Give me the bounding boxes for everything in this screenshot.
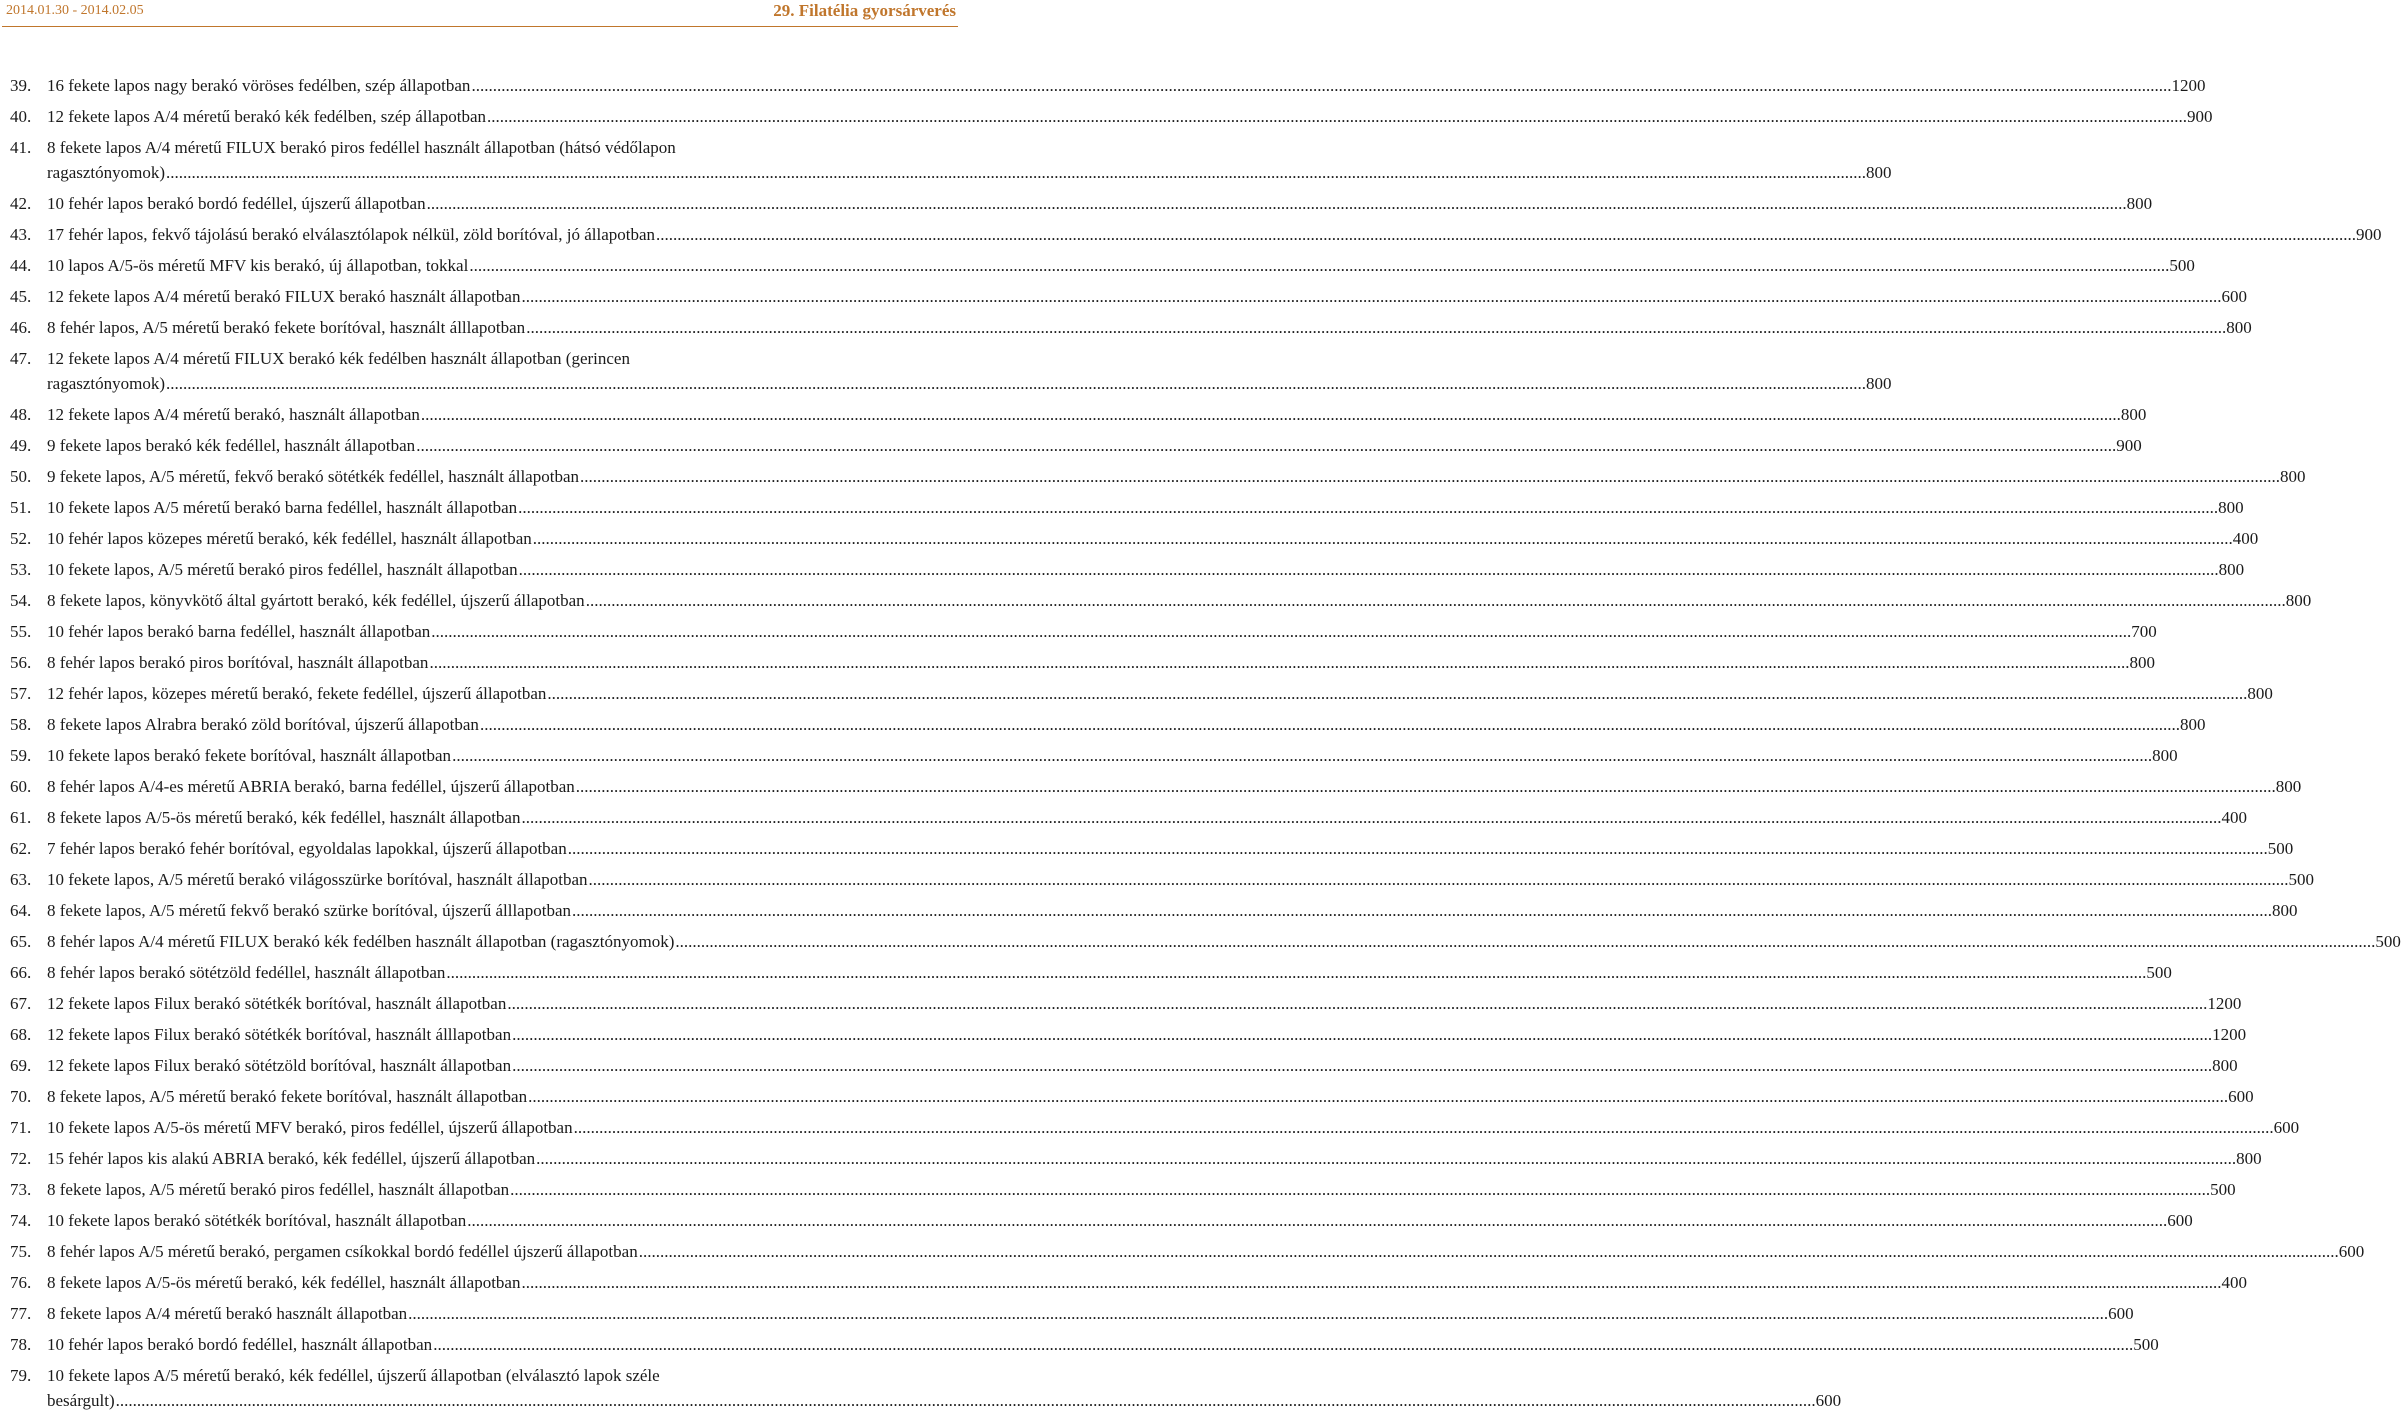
lot-price: 1200: [2212, 1025, 2247, 1044]
dot-leader: ................................................................................................................................................................................................................................................................................................................................................................................................................: [426, 194, 2127, 213]
dot-leader: ................................................................................................................................................................................................................................................................................................................................................................................................................: [588, 870, 2289, 889]
lot-description: ragasztónyomok): [47, 163, 166, 182]
lot-price: 800: [2218, 498, 2244, 517]
lot-description: 8 fehér lapos A/4 méretű FILUX berakó kék fedélben használt állapotban (ragasztónyomok): [47, 932, 675, 951]
lot-number: 70.: [10, 1087, 32, 1106]
lot-description: 10 fekete lapos A/5 méretű berakó barna fedéllel, használt állapotban: [47, 498, 518, 517]
dot-leader: ................................................................................................................................................................................................................................................................................................................................................................................................................: [416, 436, 2117, 455]
lot-description: ragasztónyomok): [47, 374, 166, 393]
dot-leader: ................................................................................................................................................................................................................................................................................................................................................................................................................: [567, 839, 2268, 858]
lot-item: [10, 1270, 2247, 1295]
lot-number: 73.: [10, 1180, 32, 1199]
lot-number: 50.: [10, 467, 32, 486]
dot-leader: ................................................................................................................................................................................................................................................................................................................................................................................................................: [166, 374, 1867, 393]
lot-item: [10, 743, 2178, 768]
lot-body: [47, 1332, 2159, 1357]
dot-leader: ................................................................................................................................................................................................................................................................................................................................................................................................................: [575, 777, 2276, 796]
dot-leader: ................................................................................................................................................................................................................................................................................................................................................................................................................: [166, 163, 1867, 182]
dot-leader: ................................................................................................................................................................................................................................................................................................................................................................................................................: [469, 256, 2170, 275]
lot-row: [47, 222, 2382, 247]
lot-body: [47, 104, 2213, 129]
lot-number: 52.: [10, 529, 32, 548]
lot-item: [10, 588, 2312, 613]
lot-row: [47, 1270, 2247, 1295]
lot-price: 600: [2273, 1118, 2300, 1137]
lot-description: 10 fehér lapos berakó bordó fedéllel, használt állapotban: [47, 1335, 433, 1354]
lot-number: 75.: [10, 1242, 32, 1261]
lot-price: 600: [2108, 1304, 2134, 1323]
dot-leader: ................................................................................................................................................................................................................................................................................................................................................................................................................: [420, 405, 2121, 424]
lot-description: 10 fekete lapos, A/5 méretű berakó piros fedéllel, használt állapotban: [47, 560, 518, 579]
lot-item: [10, 774, 2302, 799]
lot-number: 57.: [10, 684, 32, 703]
lot-row: [47, 929, 2401, 954]
lot-item: [10, 346, 1892, 396]
lot-body: [47, 898, 2298, 923]
lot-description-line: 10 fekete lapos A/5 méretű berakó, kék fedéllel, újszerű állapotban (elválasztó lapok széle: [47, 1366, 660, 1385]
lot-price: 900: [2187, 107, 2213, 126]
lot-price: 600: [1815, 1391, 1842, 1410]
dot-leader: ................................................................................................................................................................................................................................................................................................................................................................................................................: [521, 1273, 2222, 1292]
lot-price: 800: [2272, 901, 2298, 920]
lot-item: [10, 1239, 2365, 1264]
lot-price: 800: [2275, 777, 2302, 796]
lot-description: 8 fekete lapos, A/5 méretű berakó fekete borítóval, használt állapotban: [47, 1087, 528, 1106]
lot-item: [10, 1301, 2134, 1326]
lot-number: 78.: [10, 1335, 32, 1354]
lot-item: [10, 867, 2315, 892]
lot-description: 10 fekete lapos berakó sötétkék borítóval, használt állapotban: [47, 1211, 467, 1230]
dot-leader: ................................................................................................................................................................................................................................................................................................................................................................................................................: [532, 529, 2233, 548]
lot-body: [47, 1053, 2238, 1078]
date-range: 2014.01.30 - 2014.02.05: [6, 3, 144, 18]
dot-leader: ................................................................................................................................................................................................................................................................................................................................................................................................................: [487, 107, 2187, 126]
lot-price: 900: [2116, 436, 2142, 455]
lot-number: 40.: [10, 107, 32, 126]
lot-row: [47, 805, 2247, 830]
lot-description: 10 fekete lapos berakó fekete borítóval, használt állapotban: [47, 746, 452, 765]
lot-row: [47, 1146, 2262, 1171]
lot-price: 1200: [2207, 994, 2242, 1013]
lot-body: [47, 1301, 2134, 1326]
lot-body: [47, 1022, 2247, 1047]
lot-number: 61.: [10, 808, 32, 827]
lot-number: 69.: [10, 1056, 32, 1075]
lot-item: [10, 557, 2245, 582]
lot-body: [47, 960, 2172, 985]
lot-row: [47, 104, 2213, 129]
lot-item: [10, 1022, 2247, 1047]
lot-description: 8 fekete lapos A/5-ös méretű berakó, kék fedéllel, használt állapotban: [47, 1273, 521, 1292]
lot-row: [47, 1115, 2300, 1140]
lot-description: 10 fehér lapos berakó bordó fedéllel, újszerű állapotban: [47, 194, 426, 213]
lot-number: 74.: [10, 1211, 32, 1230]
lot-number: 43.: [10, 225, 32, 244]
dot-leader: ................................................................................................................................................................................................................................................................................................................................................................................................................: [656, 225, 2357, 244]
lot-price: 800: [2236, 1149, 2262, 1168]
lot-item: [10, 73, 2206, 98]
lot-body: [47, 1270, 2247, 1295]
lot-price: 400: [2232, 529, 2259, 548]
dot-leader: ................................................................................................................................................................................................................................................................................................................................................................................................................: [573, 1118, 2274, 1137]
lot-price: 1200: [2171, 76, 2206, 95]
lot-row: [47, 1022, 2247, 1047]
lot-row: [47, 836, 2294, 861]
lot-description: 10 fehér lapos közepes méretű berakó, kék fedéllel, használt állapotban: [47, 529, 532, 548]
lot-description: 8 fekete lapos, könyvkötő által gyártott berakó, kék fedéllel, újszerű állapotban: [47, 591, 585, 610]
lot-row: [47, 712, 2206, 737]
lot-number: 45.: [10, 287, 32, 306]
lot-body: [47, 1115, 2300, 1140]
lot-price: 400: [2221, 1273, 2247, 1292]
lot-number: 47.: [10, 349, 32, 368]
dot-leader: ................................................................................................................................................................................................................................................................................................................................................................................................................: [467, 1211, 2168, 1230]
lot-number: 51.: [10, 498, 32, 517]
dot-leader: ................................................................................................................................................................................................................................................................................................................................................................................................................: [431, 622, 2132, 641]
lot-number: 44.: [10, 256, 32, 275]
dot-leader: ................................................................................................................................................................................................................................................................................................................................................................................................................: [638, 1242, 2339, 1261]
lot-row: [47, 1208, 2193, 1233]
lot-price: 800: [2226, 318, 2252, 337]
lot-row: [47, 619, 2157, 644]
lot-item: [10, 1177, 2236, 1202]
lot-number: 77.: [10, 1304, 32, 1323]
lot-number: 56.: [10, 653, 32, 672]
lot-number: 68.: [10, 1025, 32, 1044]
lot-price: 500: [2169, 256, 2195, 275]
lot-row: [47, 867, 2315, 892]
lot-body: [47, 464, 2306, 489]
lot-number: 65.: [10, 932, 32, 951]
lot-price: 700: [2131, 622, 2157, 641]
lot-body: [47, 1177, 2236, 1202]
dot-leader: ................................................................................................................................................................................................................................................................................................................................................................................................................: [479, 715, 2180, 734]
lot-number: 39.: [10, 76, 32, 95]
lot-price: 800: [2212, 1056, 2238, 1075]
lot-row: [47, 1332, 2159, 1357]
lot-price: 500: [2210, 1180, 2236, 1199]
lot-row: [47, 73, 2206, 98]
dot-leader: ................................................................................................................................................................................................................................................................................................................................................................................................................: [526, 318, 2227, 337]
lot-number: 67.: [10, 994, 32, 1013]
lot-row: [47, 650, 2155, 675]
lot-description: 8 fehér lapos A/4-es méretű ABRIA berakó, barna fedéllel, újszerű állapotban: [47, 777, 575, 796]
lot-body: [47, 681, 2273, 706]
lot-body: [47, 867, 2315, 892]
lot-body: [47, 222, 2382, 247]
lot-number: 76.: [10, 1273, 32, 1292]
lot-row: [47, 743, 2178, 768]
lot-body: [47, 191, 2153, 216]
lot-item: [10, 222, 2382, 247]
lot-item: [10, 1208, 2193, 1233]
lot-number: 46.: [10, 318, 32, 337]
lot-price: 600: [2167, 1211, 2193, 1230]
lot-price: 500: [2375, 932, 2401, 951]
lot-body: [47, 253, 2195, 278]
page-title: 29. Filatélia gyorsárverés: [773, 1, 956, 20]
lot-price: 800: [1866, 374, 1892, 393]
lot-body: [47, 619, 2157, 644]
dot-leader: ................................................................................................................................................................................................................................................................................................................................................................................................................: [518, 560, 2219, 579]
lot-number: 62.: [10, 839, 32, 858]
lot-item: [10, 253, 2195, 278]
lot-row: [47, 495, 2244, 520]
lot-row: [47, 960, 2172, 985]
lot-row: [47, 402, 2147, 427]
lot-description: 7 fehér lapos berakó fehér borítóval, egyoldalas lapokkal, újszerű állapotban: [47, 839, 567, 858]
lot-number: 55.: [10, 622, 32, 641]
lot-description: 8 fehér lapos A/5 méretű berakó, pergamen csíkokkal bordó fedéllel újszerű állapotban: [47, 1242, 638, 1261]
lot-row: [47, 557, 2245, 582]
lot-description: 8 fekete lapos Alrabra berakó zöld borítóval, újszerű állapotban: [47, 715, 479, 734]
dot-leader: ................................................................................................................................................................................................................................................................................................................................................................................................................: [510, 1180, 2211, 1199]
lot-body: [47, 650, 2155, 675]
lot-row: [47, 1053, 2238, 1078]
lot-number: 53.: [10, 560, 32, 579]
lot-item: [10, 836, 2294, 861]
lot-body: [47, 557, 2245, 582]
lot-number: 71.: [10, 1118, 32, 1137]
lot-price: 400: [2221, 808, 2247, 827]
lot-item: [10, 929, 2401, 954]
lot-body: [47, 712, 2206, 737]
dot-leader: ................................................................................................................................................................................................................................................................................................................................................................................................................: [528, 1087, 2229, 1106]
lot-row: [47, 253, 2195, 278]
lot-price: 800: [2126, 194, 2153, 213]
lot-body: [47, 495, 2244, 520]
lot-number: 42.: [10, 194, 32, 213]
dot-leader: ................................................................................................................................................................................................................................................................................................................................................................................................................: [408, 1304, 2109, 1323]
lot-price: 800: [2247, 684, 2273, 703]
lot-description: 12 fehér lapos, közepes méretű berakó, fekete fedéllel, újszerű állapotban: [47, 684, 547, 703]
lot-item: [10, 1146, 2262, 1171]
dot-leader: ................................................................................................................................................................................................................................................................................................................................................................................................................: [518, 498, 2219, 517]
lot-description: 12 fekete lapos Filux berakó sötétkék borítóval, használt álllapotban: [47, 1025, 512, 1044]
lot-item: [10, 104, 2213, 129]
lot-row: [47, 898, 2298, 923]
header-divider: [2, 26, 958, 27]
lot-body: [47, 315, 2252, 340]
lot-row: [47, 433, 2142, 458]
auction-lot-list: [10, 73, 2401, 1419]
lot-body: [47, 929, 2401, 954]
lot-body: [47, 402, 2147, 427]
lot-number: 64.: [10, 901, 32, 920]
dot-leader: ................................................................................................................................................................................................................................................................................................................................................................................................................: [521, 808, 2222, 827]
lot-body: [47, 1239, 2365, 1264]
lot-description: 17 fehér lapos, fekvő tájolású berakó elválasztólapok nélkül, zöld borítóval, jó állapotban: [47, 225, 656, 244]
lot-price: 800: [2218, 560, 2245, 579]
lot-price: 800: [2179, 715, 2206, 734]
lot-item: [10, 495, 2244, 520]
dot-leader: ................................................................................................................................................................................................................................................................................................................................................................................................................: [471, 76, 2172, 95]
dot-leader: ................................................................................................................................................................................................................................................................................................................................................................................................................: [536, 1149, 2237, 1168]
dot-leader: ................................................................................................................................................................................................................................................................................................................................................................................................................: [115, 1391, 1816, 1410]
lot-number: 60.: [10, 777, 32, 796]
lot-description: 8 fekete lapos, A/5 méretű berakó piros fedéllel, használt állapotban: [47, 1180, 510, 1199]
lot-row: [47, 1301, 2134, 1326]
lot-row: [47, 991, 2242, 1016]
lot-body: [47, 588, 2312, 613]
dot-leader: ................................................................................................................................................................................................................................................................................................................................................................................................................: [521, 287, 2222, 306]
lot-row: [47, 315, 2252, 340]
lot-body: [47, 1208, 2193, 1233]
lot-body: [47, 836, 2294, 861]
lot-price: 500: [2288, 870, 2315, 889]
lot-number: 63.: [10, 870, 32, 889]
lot-item: [10, 315, 2252, 340]
lot-body: [47, 1363, 1842, 1413]
lot-description: 10 fekete lapos, A/5 méretű berakó világosszürke borítóval, használt állapotban: [47, 870, 588, 889]
lot-item: [10, 1115, 2300, 1140]
lot-row: [47, 371, 1892, 396]
lot-description: 12 fekete lapos A/4 méretű berakó, használt állapotban: [47, 405, 420, 424]
lot-row: [47, 1388, 1842, 1413]
lot-number: 79.: [10, 1366, 32, 1385]
lot-price: 900: [2356, 225, 2382, 244]
lot-row: [47, 774, 2302, 799]
lot-price: 800: [2152, 746, 2178, 765]
lot-item: [10, 1084, 2254, 1109]
lot-body: [47, 805, 2247, 830]
lot-number: 41.: [10, 138, 32, 157]
lot-row: [47, 191, 2153, 216]
lot-number: 49.: [10, 436, 32, 455]
dot-leader: ................................................................................................................................................................................................................................................................................................................................................................................................................: [507, 994, 2208, 1013]
dot-leader: ................................................................................................................................................................................................................................................................................................................................................................................................................: [446, 963, 2147, 982]
lot-description: 10 fekete lapos A/5-ös méretű MFV berakó, piros fedéllel, újszerű állapotban: [47, 1118, 573, 1137]
lot-row: [47, 681, 2273, 706]
dot-leader: ................................................................................................................................................................................................................................................................................................................................................................................................................: [429, 653, 2130, 672]
lot-item: [10, 960, 2172, 985]
lot-price: 800: [1866, 163, 1892, 182]
lot-description: 16 fekete lapos nagy berakó vöröses fedélben, szép állapotban: [47, 76, 471, 95]
lot-item: [10, 898, 2298, 923]
lot-item: [10, 991, 2242, 1016]
lot-body: [47, 774, 2302, 799]
lot-number: 54.: [10, 591, 32, 610]
dot-leader: ................................................................................................................................................................................................................................................................................................................................................................................................................: [580, 467, 2280, 486]
lot-item: [10, 712, 2206, 737]
lot-description: 12 fekete lapos Filux berakó sötétkék borítóval, használt állapotban: [47, 994, 507, 1013]
lot-item: [10, 284, 2247, 309]
lot-row: [47, 1084, 2254, 1109]
lot-description: 8 fehér lapos berakó sötétzöld fedéllel, használt állapotban: [47, 963, 446, 982]
lot-description: 10 fehér lapos berakó barna fedéllel, használt állapotban: [47, 622, 431, 641]
lot-item: [10, 805, 2247, 830]
lot-description: 12 fekete lapos A/4 méretű berakó kék fedélben, szép állapotban: [47, 107, 486, 126]
lot-row: [47, 160, 1892, 185]
lot-description: 8 fekete lapos A/4 méretű berakó használt állapotban: [47, 1304, 408, 1323]
lot-item: [10, 681, 2273, 706]
lot-item: [10, 1363, 1842, 1413]
lot-price: 500: [2133, 1335, 2159, 1354]
lot-item: [10, 1053, 2238, 1078]
dot-leader: ................................................................................................................................................................................................................................................................................................................................................................................................................: [585, 591, 2286, 610]
dot-leader: ................................................................................................................................................................................................................................................................................................................................................................................................................: [433, 1335, 2134, 1354]
lot-item: [10, 650, 2155, 675]
lot-description: 12 fekete lapos Filux berakó sötétzöld borítóval, használt állapotban: [47, 1056, 512, 1075]
lot-number: 58.: [10, 715, 32, 734]
lot-number: 48.: [10, 405, 32, 424]
lot-price: 600: [2338, 1242, 2365, 1261]
lot-body: [47, 1146, 2262, 1171]
lot-description: 12 fekete lapos A/4 méretű berakó FILUX berakó használt állapotban: [47, 287, 521, 306]
lot-number: 59.: [10, 746, 32, 765]
lot-item: [10, 191, 2153, 216]
lot-item: [10, 402, 2147, 427]
page-header: [0, 0, 960, 30]
lot-price: 800: [2129, 653, 2155, 672]
lot-item: [10, 433, 2142, 458]
dot-leader: ................................................................................................................................................................................................................................................................................................................................................................................................................: [512, 1056, 2213, 1075]
lot-price: 800: [2285, 591, 2312, 610]
lot-price: 800: [2280, 467, 2306, 486]
lot-number: 66.: [10, 963, 32, 982]
lot-description: 8 fekete lapos A/5-ös méretű berakó, kék fedéllel, használt állapotban: [47, 808, 521, 827]
lot-row: [47, 1239, 2365, 1264]
dot-leader: ................................................................................................................................................................................................................................................................................................................................................................................................................: [452, 746, 2153, 765]
lot-body: [47, 526, 2259, 551]
lot-description: 8 fehér lapos, A/5 méretű berakó fekete borítóval, használt álllapotban: [47, 318, 526, 337]
lot-description: 9 fekete lapos, A/5 méretű, fekvő berakó sötétkék fedéllel, használt állapotban: [47, 467, 579, 486]
lot-item: [10, 526, 2259, 551]
lot-price: 500: [2267, 839, 2294, 858]
lot-body: [47, 433, 2142, 458]
dot-leader: ................................................................................................................................................................................................................................................................................................................................................................................................................: [572, 901, 2272, 920]
lot-body: [47, 346, 1892, 396]
lot-body: [47, 73, 2206, 98]
lot-item: [10, 619, 2157, 644]
lot-row: [47, 588, 2312, 613]
dot-leader: ................................................................................................................................................................................................................................................................................................................................................................................................................: [675, 932, 2376, 951]
lot-row: [47, 464, 2306, 489]
lot-description: 9 fekete lapos berakó kék fedéllel, használt állapotban: [47, 436, 416, 455]
lot-body: [47, 135, 1892, 185]
lot-item: [10, 1332, 2159, 1357]
lot-body: [47, 743, 2178, 768]
lot-price: 600: [2228, 1087, 2254, 1106]
lot-item: [10, 464, 2306, 489]
lot-item: [10, 135, 1892, 185]
lot-description: besárgult): [47, 1391, 115, 1410]
lot-description-line: 12 fekete lapos A/4 méretű FILUX berakó kék fedélben használt állapotban (gerincen: [47, 349, 630, 368]
lot-row: [47, 1177, 2236, 1202]
lot-price: 800: [2120, 405, 2147, 424]
lot-description: 10 lapos A/5-ös méretű MFV kis berakó, új állapotban, tokkal: [47, 256, 469, 275]
lot-body: [47, 991, 2242, 1016]
lot-body: [47, 1084, 2254, 1109]
lot-description: 15 fehér lapos kis alakú ABRIA berakó, kék fedéllel, újszerű állapotban: [47, 1149, 536, 1168]
lot-price: 600: [2221, 287, 2247, 306]
lot-description-line: 8 fekete lapos A/4 méretű FILUX berakó piros fedéllel használt állapotban (hátsó védőlapon: [47, 138, 676, 157]
lot-description: 8 fekete lapos, A/5 méretű fekvő berakó szürke borítóval, újszerű álllapotban: [47, 901, 571, 920]
dot-leader: ................................................................................................................................................................................................................................................................................................................................................................................................................: [512, 1025, 2213, 1044]
lot-body: [47, 284, 2247, 309]
lot-row: [47, 526, 2259, 551]
lot-row: [47, 284, 2247, 309]
lot-description: 8 fehér lapos berakó piros borítóval, használt állapotban: [47, 653, 429, 672]
lot-number: 72.: [10, 1149, 32, 1168]
lot-price: 500: [2146, 963, 2172, 982]
dot-leader: ................................................................................................................................................................................................................................................................................................................................................................................................................: [547, 684, 2248, 703]
